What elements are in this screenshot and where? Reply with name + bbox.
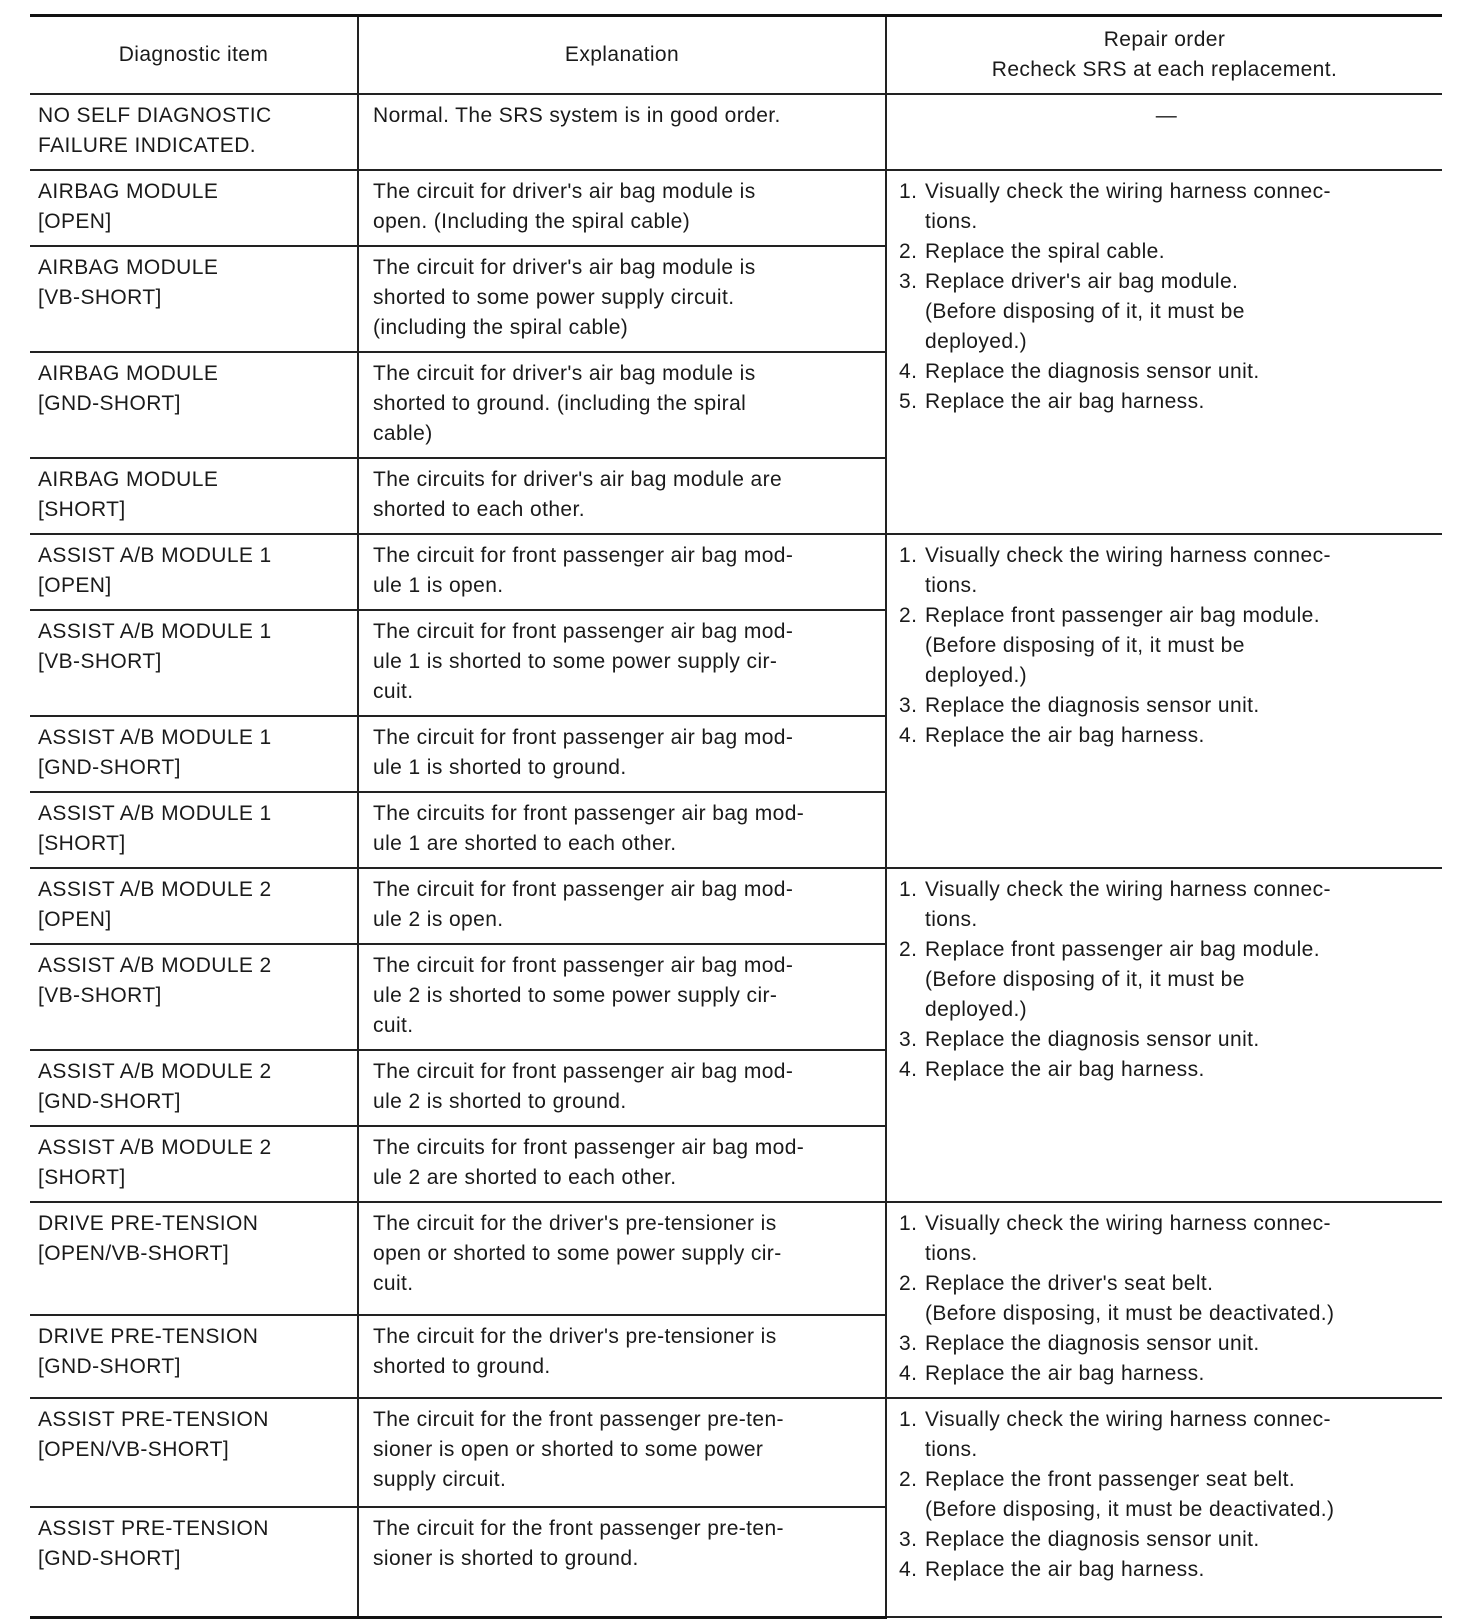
header-repair-order xyxy=(886,16,1442,95)
repair-step xyxy=(899,177,1434,237)
step-number: 3. xyxy=(899,270,918,293)
step-text: Replace the diagnosis sensor unit. xyxy=(925,1528,1260,1551)
explanation-cell: The circuit for the front passenger pre-ten- sioner is open or shorted to some power supply circuit. xyxy=(358,1398,886,1507)
explanation-cell: The circuit for driver's air bag module is shorted to ground. (including the spiral cable) xyxy=(358,352,886,458)
repair-step xyxy=(899,721,1434,751)
repair-order-cell xyxy=(886,1202,1442,1398)
repair-order-cell xyxy=(886,868,1442,1202)
diagnostic-item-cell: AIRBAG MODULE [GND-SHORT] xyxy=(30,352,358,458)
step-text: Replace the front passenger seat belt. (Before disposing, it must be deactivated.) xyxy=(925,1468,1335,1521)
step-text: Replace the diagnosis sensor unit. xyxy=(925,360,1260,383)
step-number: 3. xyxy=(899,694,918,717)
step-text: Replace the diagnosis sensor unit. xyxy=(925,1028,1260,1051)
repair-step xyxy=(899,1329,1434,1359)
step-number: 1. xyxy=(899,544,918,567)
diagnostic-item-cell: DRIVE PRE-TENSION [GND-SHORT] xyxy=(30,1315,358,1398)
repair-step xyxy=(899,875,1434,935)
explanation-cell: The circuits for driver's air bag module are shorted to each other. xyxy=(358,458,886,534)
repair-step xyxy=(899,1025,1434,1055)
step-number: 2. xyxy=(899,1468,918,1491)
header-repair-note: Recheck SRS at each replacement. xyxy=(991,58,1338,81)
explanation-cell: The circuit for the front passenger pre-ten- sioner is shorted to ground. xyxy=(358,1507,886,1617)
repair-steps-list xyxy=(899,541,1434,751)
repair-order-cell xyxy=(886,170,1442,534)
repair-step xyxy=(899,1555,1434,1585)
table-header-row xyxy=(30,16,1442,95)
step-number: 1. xyxy=(899,878,918,901)
diagnostic-item-cell: ASSIST A/B MODULE 1 [VB-SHORT] xyxy=(30,610,358,716)
step-number: 3. xyxy=(899,1332,918,1355)
diagnostic-item-cell: ASSIST A/B MODULE 2 [GND-SHORT] xyxy=(30,1050,358,1126)
repair-step xyxy=(899,601,1434,691)
step-number: 4. xyxy=(899,360,918,383)
repair-step xyxy=(899,267,1434,357)
repair-step xyxy=(899,1209,1434,1269)
repair-step xyxy=(899,357,1434,387)
repair-step xyxy=(899,1055,1434,1085)
header-diagnostic-item: Diagnostic item xyxy=(30,16,358,95)
step-text: Replace the air bag harness. xyxy=(925,1058,1205,1081)
repair-steps-list xyxy=(899,1405,1434,1585)
explanation-cell: The circuit for front passenger air bag mod- ule 2 is shorted to some power supply cir- cuit. xyxy=(358,944,886,1050)
step-text: Visually check the wiring harness connec- tions. xyxy=(925,878,1331,931)
header-explanation: Explanation xyxy=(358,16,886,95)
step-text: Replace the diagnosis sensor unit. xyxy=(925,1332,1260,1355)
table-row xyxy=(30,868,1442,944)
diagnostic-item-cell: AIRBAG MODULE [SHORT] xyxy=(30,458,358,534)
step-number: 1. xyxy=(899,1212,918,1235)
step-text: Replace front passenger air bag module. (Before disposing of it, it must be deployed.) xyxy=(925,604,1320,687)
table-row xyxy=(30,170,1442,246)
repair-steps-list xyxy=(899,1209,1434,1389)
repair-step xyxy=(899,541,1434,601)
explanation-cell: The circuits for front passenger air bag mod- ule 1 are shorted to each other. xyxy=(358,792,886,868)
explanation-cell: The circuit for front passenger air bag mod- ule 1 is shorted to ground. xyxy=(358,716,886,792)
step-text: Visually check the wiring harness connec- tions. xyxy=(925,544,1331,597)
step-number: 4. xyxy=(899,1558,918,1581)
step-text: Replace front passenger air bag module. (Before disposing of it, it must be deployed.) xyxy=(925,938,1320,1021)
diagnostic-item-cell: ASSIST A/B MODULE 1 [GND-SHORT] xyxy=(30,716,358,792)
table-row xyxy=(30,1398,1442,1507)
diagnostic-item-cell: NO SELF DIAGNOSTIC FAILURE INDICATED. xyxy=(30,94,358,170)
repair-step xyxy=(899,1269,1434,1329)
diagnostic-item-cell: DRIVE PRE-TENSION [OPEN/VB-SHORT] xyxy=(30,1202,358,1315)
diagnostic-item-cell: ASSIST PRE-TENSION [OPEN/VB-SHORT] xyxy=(30,1398,358,1507)
diagnostic-item-cell: ASSIST A/B MODULE 2 [OPEN] xyxy=(30,868,358,944)
repair-steps-list xyxy=(899,875,1434,1085)
step-number: 2. xyxy=(899,604,918,627)
diagnostic-item-cell: ASSIST A/B MODULE 1 [OPEN] xyxy=(30,534,358,610)
step-text: Replace the air bag harness. xyxy=(925,1558,1205,1581)
step-text: Replace the spiral cable. xyxy=(925,240,1165,263)
step-number: 2. xyxy=(899,240,918,263)
step-number: 2. xyxy=(899,1272,918,1295)
step-number: 3. xyxy=(899,1528,918,1551)
table-row xyxy=(30,1202,1442,1315)
step-text: Replace the air bag harness. xyxy=(925,1362,1205,1385)
step-number: 4. xyxy=(899,1362,918,1385)
explanation-cell: The circuit for the driver's pre-tensioner is open or shorted to some power supply cir- cuit. xyxy=(358,1202,886,1315)
repair-step xyxy=(899,237,1434,267)
repair-order-cell: — xyxy=(886,94,1442,170)
diagnostic-item-cell: ASSIST A/B MODULE 2 [VB-SHORT] xyxy=(30,944,358,1050)
step-number: 3. xyxy=(899,1028,918,1051)
explanation-cell: Normal. The SRS system is in good order. xyxy=(358,94,886,170)
repair-step xyxy=(899,935,1434,1025)
step-number: 1. xyxy=(899,180,918,203)
step-number: 4. xyxy=(899,1058,918,1081)
repair-step xyxy=(899,1525,1434,1555)
explanation-cell: The circuit for the driver's pre-tensioner is shorted to ground. xyxy=(358,1315,886,1398)
step-text: Visually check the wiring harness connec- tions. xyxy=(925,180,1331,233)
step-number: 5. xyxy=(899,390,918,413)
explanation-cell: The circuit for driver's air bag module is shorted to some power supply circuit. (including the spiral cable) xyxy=(358,246,886,352)
step-number: 2. xyxy=(899,938,918,961)
explanation-cell: The circuit for front passenger air bag mod- ule 2 is shorted to ground. xyxy=(358,1050,886,1126)
srs-diagnostic-table-page xyxy=(30,14,1442,1619)
repair-step xyxy=(899,1359,1434,1389)
diagnostic-item-cell: AIRBAG MODULE [OPEN] xyxy=(30,170,358,246)
diagnostic-item-cell: AIRBAG MODULE [VB-SHORT] xyxy=(30,246,358,352)
step-text: Replace the diagnosis sensor unit. xyxy=(925,694,1260,717)
step-number: 1. xyxy=(899,1408,918,1431)
repair-step xyxy=(899,1465,1434,1525)
repair-step xyxy=(899,691,1434,721)
explanation-cell: The circuit for driver's air bag module is open. (Including the spiral cable) xyxy=(358,170,886,246)
step-number: 4. xyxy=(899,724,918,747)
diagnostic-item-cell: ASSIST PRE-TENSION [GND-SHORT] xyxy=(30,1507,358,1617)
header-repair-title: Repair order xyxy=(1103,28,1226,51)
table-row xyxy=(30,534,1442,610)
diagnostic-item-cell: ASSIST A/B MODULE 2 [SHORT] xyxy=(30,1126,358,1202)
step-text: Replace the air bag harness. xyxy=(925,390,1205,413)
explanation-cell: The circuit for front passenger air bag mod- ule 2 is open. xyxy=(358,868,886,944)
step-text: Replace the driver's seat belt. (Before disposing, it must be deactivated.) xyxy=(925,1272,1335,1325)
explanation-cell: The circuit for front passenger air bag mod- ule 1 is open. xyxy=(358,534,886,610)
explanation-cell: The circuit for front passenger air bag mod- ule 1 is shorted to some power supply cir- cuit. xyxy=(358,610,886,716)
step-text: Visually check the wiring harness connec- tions. xyxy=(925,1408,1331,1461)
repair-step xyxy=(899,1405,1434,1465)
repair-step xyxy=(899,387,1434,417)
table-row xyxy=(30,94,1442,170)
repair-steps-list xyxy=(899,177,1434,417)
step-text: Visually check the wiring harness connec- tions. xyxy=(925,1212,1331,1265)
repair-order-cell xyxy=(886,534,1442,868)
step-text: Replace driver's air bag module. (Before disposing of it, it must be deployed.) xyxy=(925,270,1245,353)
srs-diagnostic-table xyxy=(30,14,1442,1619)
repair-order-cell xyxy=(886,1398,1442,1617)
explanation-cell: The circuits for front passenger air bag mod- ule 2 are shorted to each other. xyxy=(358,1126,886,1202)
step-text: Replace the air bag harness. xyxy=(925,724,1205,747)
diagnostic-item-cell: ASSIST A/B MODULE 1 [SHORT] xyxy=(30,792,358,868)
